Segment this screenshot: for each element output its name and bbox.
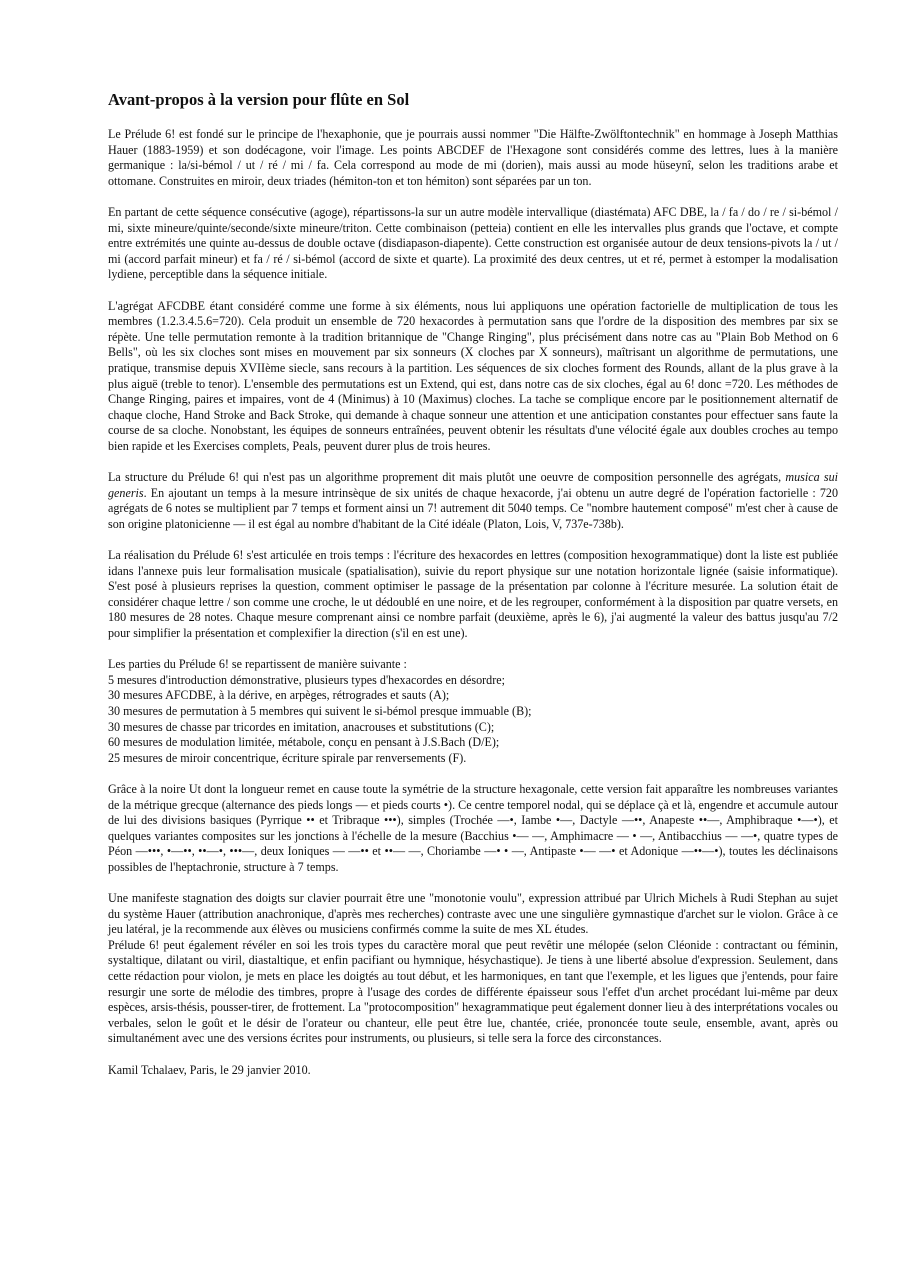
- signature: Kamil Tchalaev, Paris, le 29 janvier 2010.: [108, 1062, 311, 1077]
- list-item: 30 mesures de permutation à 5 membres qui suivent le si-bémol presque immuable (B);: [108, 703, 532, 718]
- list-item: 5 mesures d'introduction démonstrative, plusieurs types d'hexacordes en désordre;: [108, 672, 505, 687]
- list-item: 25 mesures de miroir concentrique, écriture spirale par renversements (F).: [108, 750, 467, 765]
- paragraph-metrique: Grâce à la noire Ut dont la longueur remet en cause toute la symétrie de la structure hexagonale, cette version fait apparaître les nombreuses variantes de la métrique grecque (alternance des pieds longs — et pieds courts •). Ce centre temporel nodal, qui se déplace çà et là, engendre et accumule autour de lui des divisions basiques (Pyrrique •• et Tribraque •••), simples (Trochée —•, Iambe •—, Dactyle —••, Anapeste ••—, Amphibraque •—•), et quelques variantes composites sur les jonctions à l'échelle de la mesure (Bacchius •— —, Amphimacre — • —, Antibacchius — —•, quatre types de Péon —•••, •—••, ••—•, •••—, deux Ioniques — —•• et ••— —, Choriambe —• • —, Antipaste •— —• et Adonique —••—•), toutes les déclinaisons possibles de l'heptachronie, structure à 7 temps.: [108, 781, 838, 874]
- parts-list-intro: Les parties du Prélude 6! se repartissent de manière suivante :: [108, 657, 407, 672]
- paragraph-caractere-moral: Prélude 6! peut également révéler en soi les trois types du caractère moral que peut revêtir une mélopée (selon Cléonide : contractant ou féminin, systaltique, dilatant ou viril, diastaltique, et enfin pacifiant ou hymnique, hésychastique). Je tiens à une liberté absolue d'expression. Seulement, dans cette rédaction pour violon, je mets en place les doigtés au tout début, et les harmoniques, en tant que l'exemple, et les ligues que j'entends, pour faire resurgir une sorte de mélodie des timbres, propre à l'usage des cordes de différente épaisseur sous l'effet d'un archet procédant lui-même par deux espèces, arsis-thésis, pousser-tirer, de frottement. La "protocomposition" hexagrammatique peut également donner lieu à des interprétations vocales ou verbales, selon le goût et le désir de l'orateur ou chanteur, elle peut être lue, chantée, criée, prononcée toute seule, ensemble, avant, après ou simultanément avec une des versions écrites pour instruments, ou plusieurs, si telle sera la force des circonstances.: [108, 937, 838, 1046]
- list-item: 30 mesures AFCDBE, à la dérive, en arpèges, rétrogrades et sauts (A);: [108, 688, 450, 703]
- parts-list: [108, 657, 838, 766]
- list-item: 60 mesures de modulation limitée, métabole, conçu en pensant à J.S.Bach (D/E);: [108, 735, 500, 750]
- paragraph-stagnation: Une manifeste stagnation des doigts sur clavier pourrait être une "monotonie voulu", expression attribué par Ulrich Michels à Rudi Stephan au sujet du système Hauer (attribution anachronique, d'après mes recherches) contraste avec une une singulière gymnastique d'archet sur le violon. Grâce à ce jeu latéral, je la recommende aux élèves ou musiciens confirmés comme la suite de mes XL études.: [108, 891, 838, 937]
- paragraph-structure-emphasis: musica sui generis: [108, 470, 838, 500]
- list-item: 30 mesures de chasse par tricordes en imitation, anacrouses et substitutions (C);: [108, 719, 495, 734]
- paragraph-structure-part-b: . En ajoutant un temps à la mesure intrinsèque de six unités de chaque hexacorde, j'ai obtenu un autre degré de l'opération factorielle : 720 agrégats de 6 notes se multiplient par 7 temps et forment ainsi un 7! autrement dit 5040 temps. Ce "nombre hautement composé" m'est cher à cause de son origine platonicienne — il est égal au nombre d'habitant de la Cité idéale (Platon, Lois, V, 737e-738b).: [108, 485, 838, 531]
- paragraph-structure: [108, 470, 838, 532]
- document-page: [108, 90, 838, 1094]
- paragraph-hexaphonie: Le Prélude 6! est fondé sur le principe de l'hexaphonie, que je pourrais aussi nommer "Die Hälfte-Zwölftontechnik" en hommage à Joseph Matthias Hauer (1883-1959) et son dodécagone, voir l'image. Les points ABCDEF de l'Hexagone sont considérés comme des lettres, lues à la manière germanique : la/si-bémol / ut / ré / mi / fa. Cela correspond au mode de mi (dorien), mais aussi au mode hüseynî, selon les traditions arabe et ottomane. Construites en miroir, deux triades (hémiton-ton et ton hémiton) sont séparées par un ton.: [108, 127, 838, 188]
- page-title: Avant-propos à la version pour flûte en Sol: [108, 90, 410, 109]
- paragraph-agoge: En partant de cette séquence consécutive (agoge), répartissons-la sur un autre modèle intervallique (diastémata) AFC DBE, la / fa / do / re / si-bémol / mi, sixte mineure/quinte/seconde/sixte mineure/triton. Cette combinaison (petteia) contient en elle les intervalles plus grands que l'octave, et compte entre extrémités une quinte au-dessus de double octave (disdiapason-diapente). Cette construction est organisée autour de deux tensions-pivots la / ut / mi (accord parfait mineur) et fa / ré / si-bémol (accord de sixte et quarte). La proximité des deux centres, ut et ré, permet à estomper la modalisation lydiene, perceptible dans la séquence initiale.: [108, 204, 838, 282]
- paragraph-realisation: La réalisation du Prélude 6! s'est articulée en trois temps : l'écriture des hexacordes en lettres (composition hexogrammatique) dont la liste est publiée idans l'annexe puis leur formalisation musicale (spatialisation), suivie du report physique sur une notation horizontale lignée (saisie informatique). S'est posé à plusieurs reprises la question, comment optimiser le passage de la présentation par colonne à l'écriture mesurée. La solution était de considérer chaque lettre / son comme une croche, le ut dédoublé en une noire, et de les regrouper, conformément à la disposition par quatre versets, en 180 mesures de 28 notes. Chaque mesure comprenant ainsi ce nombre parfait (deuxième, après le 6), j'ai augmenté la valeur des battus jusqu'au 7/2 pour simplifier la présentation et complexifier la direction (s'il en est une).: [108, 548, 838, 640]
- paragraph-change-ringing: L'agrégat AFCDBE étant considéré comme une forme à six éléments, nous lui appliquons une opération factorielle de multiplication de tous les membres (1.2.3.4.5.6=720). Cela produit un ensemble de 720 hexacordes à permutation sans que l'ordre de la disposition des membres par six se répète. Une telle permutation remonte à la tradition britannique de "Change Ringing", plus précisément dans notre cas au "Plain Bob Method on 6 Bells", où les six cloches sont mises en mouvement par six sonneurs (X cloches par X sonneurs), maîtrisant un algorithme de permutations, une pratique, transmise depuis XVIIème siecle, sans recours à la partition. Les séquences de six cloches forment des Rounds, allant de la plus grave à la plus aiguë (treble to tenor). L'ensemble des permutations est un Extend, qui est, dans notre cas de six cloches, égal au 6! donc =720. Les méthodes de Change Ringing, paires et impaires, vont de 4 (Minimus) à 10 (Maximus) cloches. La tache se complique encore par le positionnement alternatif de chaque cloche, Hand Stroke and Back Stroke, qui demande à chaque sonneur une attention et une anticipation constantes pour effectuer sans faute la course de sa cloche. Nonobstant, les équipes de sonneurs entraînées, peuvent obtenir les résultats d'une vélocité égale aux doubles croches au tempo bien rapide et les Exercises complets, Peals, peuvent durer plus de trois heures.: [108, 298, 838, 453]
- paragraph-structure-part-a: La structure du Prélude 6! qui n'est pas un algorithme proprement dit mais plutôt une oeuvre de composition personnelle des agrégats,: [108, 470, 786, 485]
